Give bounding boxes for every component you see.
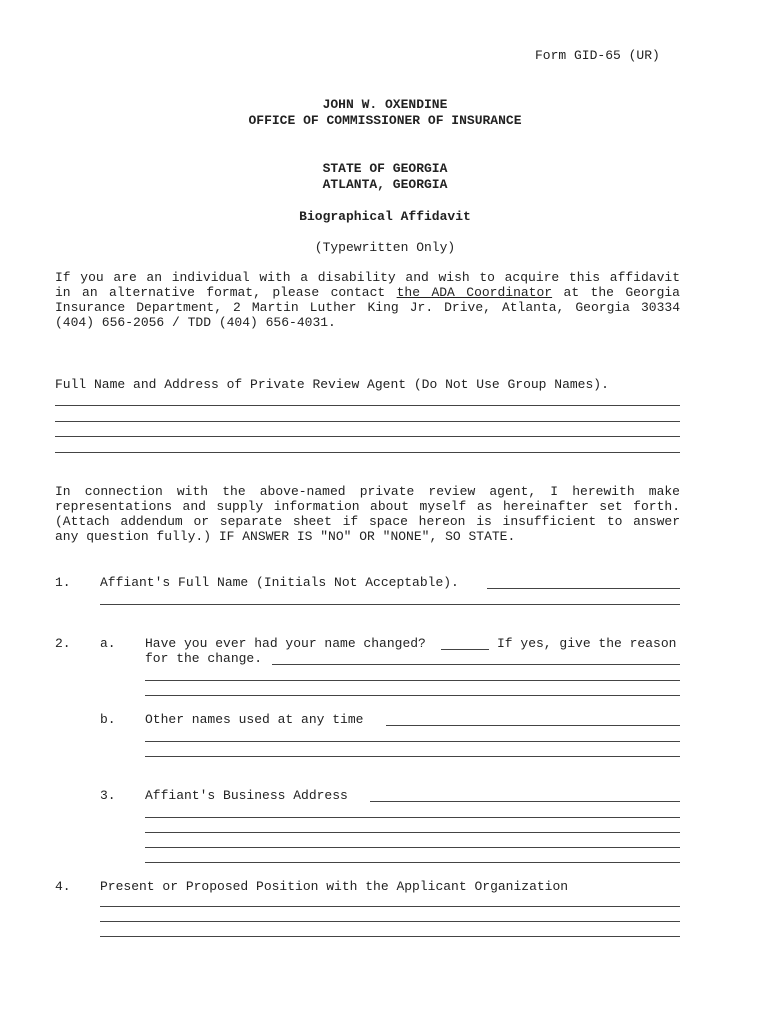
disability-notice [55, 270, 680, 330]
q4-answer-line-3[interactable] [100, 936, 680, 937]
form-id: Form GID-65 (UR) [535, 48, 660, 63]
q3-number: 3. [100, 788, 116, 803]
q1-answer-line-2[interactable] [100, 604, 680, 605]
q3-answer-line-3[interactable] [145, 832, 680, 833]
q3-answer-line-2[interactable] [145, 817, 680, 818]
q3-answer-line-4[interactable] [145, 847, 680, 848]
agent-line-2[interactable] [55, 421, 680, 422]
agent-line-3[interactable] [55, 436, 680, 437]
q4-answer-line-1[interactable] [100, 906, 680, 907]
notice-line-2 [55, 285, 680, 300]
intro-line-2: representations and supply information about myself as hereinafter set forth. [55, 499, 680, 514]
q2a-reason-line-2[interactable] [145, 680, 680, 681]
q2b-answer-line-3[interactable] [145, 756, 680, 757]
intro-paragraph [55, 484, 680, 544]
agent-line-4[interactable] [55, 452, 680, 453]
intro-line-1: In connection with the above-named private review agent, I herewith make [55, 484, 680, 499]
q4-label: Present or Proposed Position with the Applicant Organization [100, 879, 569, 894]
q3-answer-line-5[interactable] [145, 862, 680, 863]
q2a-label: Have you ever had your name changed? [145, 636, 426, 651]
q3-label: Affiant's Business Address [145, 788, 348, 803]
notice-line-4: (404) 656-2056 / TDD (404) 656-4031. [55, 315, 336, 330]
q2b-letter: b. [100, 712, 116, 727]
q2b-label: Other names used at any time [145, 712, 364, 727]
intro-line-3: (Attach addendum or separate sheet if space hereon is insufficient to answer [55, 514, 680, 529]
intro-line-4: any question fully.) IF ANSWER IS "NO" OR "NONE", SO STATE. [55, 529, 516, 544]
q1-label: Affiant's Full Name (Initials Not Acceptable). [100, 575, 459, 590]
state-name: STATE OF GEORGIA [322, 161, 448, 176]
document-title: Biographical Affidavit [299, 209, 471, 224]
notice-line-1: If you are an individual with a disability and wish to acquire this affidavit [55, 270, 680, 285]
q1-answer-line[interactable] [487, 588, 680, 589]
q3-answer-line-1[interactable] [370, 801, 680, 802]
q2a-reason-line-1[interactable] [272, 664, 680, 665]
q2-number: 2. [55, 636, 71, 651]
agent-label: Full Name and Address of Private Review Agent (Do Not Use Group Names). [55, 377, 609, 392]
q4-answer-line-2[interactable] [100, 921, 680, 922]
q2a-yes-no-line[interactable] [441, 649, 489, 650]
q2a-reason-line-3[interactable] [145, 695, 680, 696]
commissioner-name: JOHN W. OXENDINE [322, 97, 448, 112]
q1-number: 1. [55, 575, 71, 590]
agent-line-1[interactable] [55, 405, 680, 406]
q2a-follow-up: If yes, give the reason [497, 636, 677, 651]
q2b-answer-line-1[interactable] [386, 725, 680, 726]
notice-line-3: Insurance Department, 2 Martin Luther King Jr. Drive, Atlanta, Georgia 30334 [55, 300, 680, 315]
notice-text: at the Georgia [552, 285, 680, 300]
document-subtitle: (Typewritten Only) [314, 240, 456, 255]
q4-number: 4. [55, 879, 71, 894]
city-name: ATLANTA, GEORGIA [322, 177, 448, 192]
q2a-letter: a. [100, 636, 116, 651]
ada-coordinator-link[interactable]: the ADA Coordinator [396, 285, 553, 300]
q2b-answer-line-2[interactable] [145, 741, 680, 742]
notice-text: in an alternative format, please contact [55, 285, 397, 300]
q2a-reason-label: for the change. [145, 651, 263, 666]
office-name: OFFICE OF COMMISSIONER OF INSURANCE [248, 113, 522, 128]
